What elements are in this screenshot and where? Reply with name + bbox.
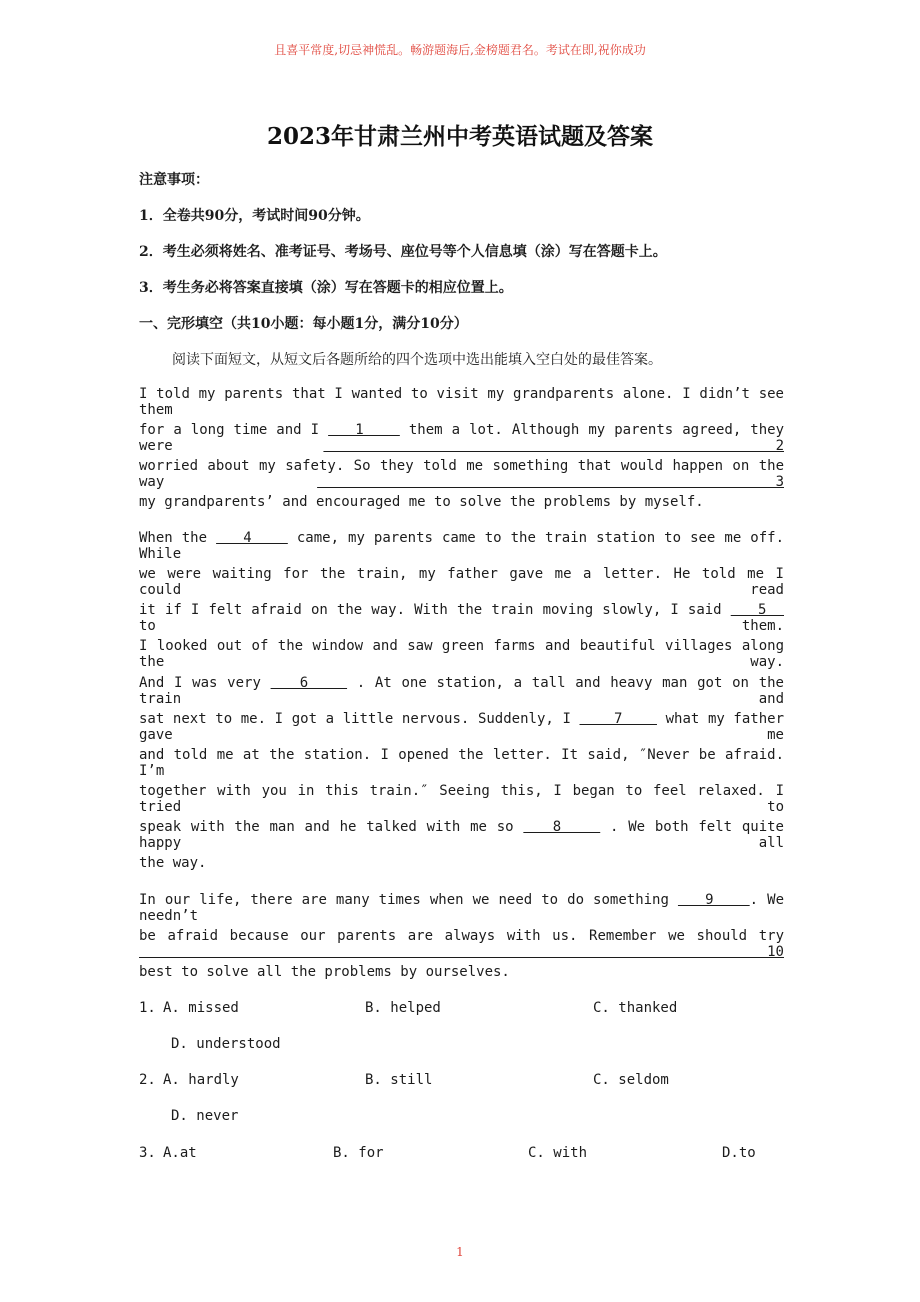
option-b: B. helped [365,1000,441,1016]
page-title: 2023年甘肃兰州中考英语试题及答案 [266,123,653,150]
passage-line: In our life, there are many times when we need to do something 9 . We needn’t [139,892,784,924]
section-instruction: 阅读下面短文，从短文后各题所给的四个选项中选出能填入空白处的最佳答案。 [172,352,662,368]
passage-line: I looked out of the window and saw green farms and beautiful villages along the way. [139,638,784,670]
question-number: 2. [139,1072,156,1088]
page-number: 1 [456,1245,464,1259]
passage-line: be afraid because our parents are always with us. Remember we should try 10 [139,928,784,960]
blank-3: 3 [317,474,784,490]
passage-line: best to solve all the problems by ourselves. [139,964,510,980]
blank-8: 8 [523,819,601,835]
option-c: C. with [528,1145,588,1161]
passage-line: And I was very 6 . At one station, a tall and heavy man got on the train and [139,675,784,707]
passage-line: When the 4 came, my parents came to the train station to see me off. While [139,530,785,562]
option-d: D. understood [171,1036,281,1052]
blank-10: 10 [139,944,784,960]
option-c: C. thanked [593,1000,678,1016]
passage-line: my grandparents’ and encouraged me to solve the problems by myself. [139,494,704,510]
passage-line: sat next to me. I got a little nervous. Suddenly, I 7 what my father gave me [139,711,785,743]
passage-line: worried about my safety. So they told me something that would happen on the way 3 [139,458,784,490]
option-a: A. hardly [163,1072,239,1088]
passage-line: speak with the man and he talked with me so 8 . We both felt quite happy all [139,819,784,851]
blank-4: 4 [216,530,288,546]
question-number: 3. [139,1145,156,1161]
option-d: D.to [722,1145,756,1161]
question-number: 1. [139,1000,156,1016]
section-heading: 一、完形填空（共10小题：每小题1分，满分10分） [139,316,468,332]
passage-line: for a long time and I 1 them a lot. Although my parents agreed, they were 2 [139,422,785,454]
passage-line: together with you in this train.″ Seeing this, I began to feel relaxed. I tried to [139,783,784,815]
blank-7: 7 [579,711,657,727]
blank-5: 5 [730,602,784,618]
blank-1: 1 [328,422,400,438]
notice-heading: 注意事项： [139,172,209,188]
blank-6: 6 [270,675,348,691]
header-note: 且喜平常度,切忌神慌乱。畅游题海后,金榜题君名。考试在即,祝你成功 [274,43,646,57]
blank-9: 9 [677,892,750,908]
option-a: A.at [163,1145,197,1161]
option-a: A. missed [163,1000,239,1016]
passage-line: and told me at the station. I opened the letter. It said, ″Never be afraid. I’m [139,747,784,779]
notice-item-2: 2．考生必须将姓名、准考证号、考场号、座位号等个人信息填（涂）写在答题卡上。 [139,244,667,260]
passage-line: I told my parents that I wanted to visit my grandparents alone. I didn’t see them [139,386,784,418]
option-b: B. for [333,1145,384,1161]
option-b: B. still [365,1072,433,1088]
passage-line: it if I felt afraid on the way. With the train moving slowly, I said 5 to them. [139,602,784,634]
option-c: C. seldom [593,1072,669,1088]
passage-line: we were waiting for the train, my father gave me a letter. He told me I could read [139,566,784,598]
blank-2: 2 [323,438,784,454]
passage-line: the way. [139,855,207,871]
option-d: D. never [171,1108,239,1124]
notice-item-1: 1．全卷共90分，考试时间90分钟。 [139,208,370,224]
notice-item-3: 3．考生务必将答案直接填（涂）写在答题卡的相应位置上。 [139,280,513,296]
